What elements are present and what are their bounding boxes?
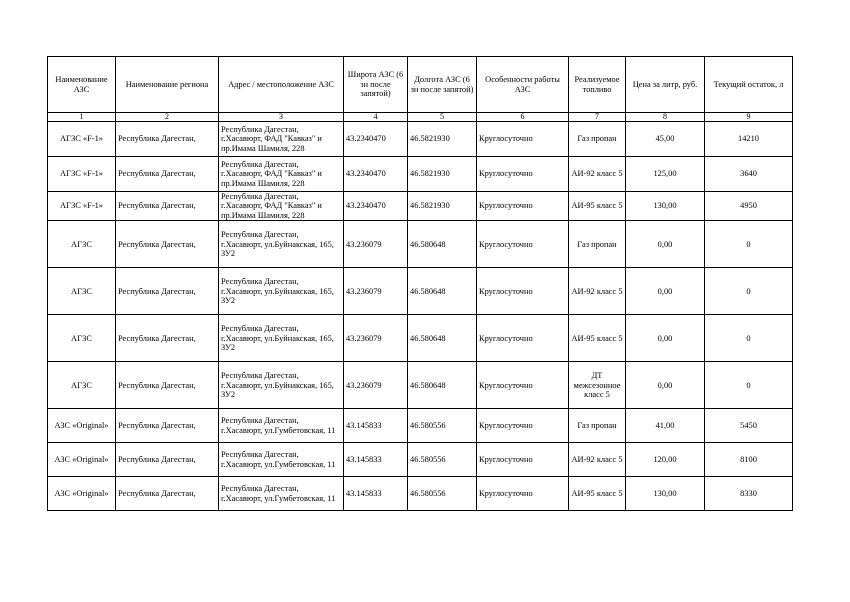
header-region: Наименование региона bbox=[116, 57, 219, 113]
cell-price: 0,00 bbox=[626, 221, 705, 268]
cell-longitude: 46.5821930 bbox=[408, 192, 477, 221]
cell-address: Республика Дагестан, г.Хасавюрт, ул.Гумбетовская, 11 bbox=[219, 409, 344, 443]
cell-work-mode: Круглосуточно bbox=[477, 157, 569, 192]
cell-latitude: 43.145833 bbox=[344, 409, 408, 443]
cell-stock: 4950 bbox=[705, 192, 793, 221]
cell-longitude: 46.5821930 bbox=[408, 122, 477, 157]
cell-latitude: 43.2340470 bbox=[344, 122, 408, 157]
cell-station-name: АГЗС «F-1» bbox=[48, 157, 116, 192]
table-row bbox=[48, 268, 793, 315]
header-work-mode: Особенности работы АЗС bbox=[477, 57, 569, 113]
cell-work-mode: Круглосуточно bbox=[477, 192, 569, 221]
cell-work-mode: Круглосуточно bbox=[477, 268, 569, 315]
cell-region: Республика Дагестан, bbox=[116, 221, 219, 268]
cell-longitude: 46.580556 bbox=[408, 477, 477, 511]
cell-station-name: АЗС «Original» bbox=[48, 443, 116, 477]
cell-address: Республика Дагестан, г.Хасавюрт, ФАД "Кавказ" и пр.Имама Шамиля, 228 bbox=[219, 122, 344, 157]
header-price: Цена за литр, руб. bbox=[626, 57, 705, 113]
cell-address: Республика Дагестан, г.Хасавюрт, ул.Гумбетовская, 11 bbox=[219, 443, 344, 477]
cell-work-mode: Круглосуточно bbox=[477, 315, 569, 362]
cell-price: 130,00 bbox=[626, 192, 705, 221]
cell-fuel: АИ-95 класс 5 bbox=[569, 192, 626, 221]
table-row bbox=[48, 362, 793, 409]
cell-stock: 0 bbox=[705, 362, 793, 409]
cell-stock: 0 bbox=[705, 268, 793, 315]
cell-latitude: 43.2340470 bbox=[344, 192, 408, 221]
column-number-row bbox=[48, 113, 793, 122]
table-row bbox=[48, 409, 793, 443]
table-row bbox=[48, 122, 793, 157]
cell-region: Республика Дагестан, bbox=[116, 477, 219, 511]
cell-price: 130,00 bbox=[626, 477, 705, 511]
cell-fuel: АИ-95 класс 5 bbox=[569, 315, 626, 362]
table-row bbox=[48, 315, 793, 362]
cell-work-mode: Круглосуточно bbox=[477, 477, 569, 511]
cell-stock: 5450 bbox=[705, 409, 793, 443]
cell-region: Республика Дагестан, bbox=[116, 362, 219, 409]
cell-latitude: 43.2340470 bbox=[344, 157, 408, 192]
cell-station-name: АГЗС bbox=[48, 268, 116, 315]
cell-latitude: 43.236079 bbox=[344, 315, 408, 362]
cell-region: Республика Дагестан, bbox=[116, 122, 219, 157]
gas-station-table bbox=[47, 56, 793, 511]
header-longitude: Долгота АЗС (6 зн после запятой) bbox=[408, 57, 477, 113]
cell-price: 125,00 bbox=[626, 157, 705, 192]
cell-region: Республика Дагестан, bbox=[116, 443, 219, 477]
column-number: 3 bbox=[219, 113, 344, 122]
cell-longitude: 46.580648 bbox=[408, 268, 477, 315]
column-number: 1 bbox=[48, 113, 116, 122]
cell-latitude: 43.236079 bbox=[344, 268, 408, 315]
table-row bbox=[48, 157, 793, 192]
cell-fuel: АИ-92 класс 5 bbox=[569, 443, 626, 477]
cell-station-name: АГЗС «F-1» bbox=[48, 122, 116, 157]
cell-longitude: 46.580648 bbox=[408, 362, 477, 409]
cell-latitude: 43.236079 bbox=[344, 221, 408, 268]
cell-latitude: 43.145833 bbox=[344, 443, 408, 477]
cell-region: Республика Дагестан, bbox=[116, 409, 219, 443]
cell-work-mode: Круглосуточно bbox=[477, 409, 569, 443]
table-row bbox=[48, 443, 793, 477]
header-fuel: Реализуемое топливо bbox=[569, 57, 626, 113]
cell-fuel: ДТ межсезонное класс 5 bbox=[569, 362, 626, 409]
cell-address: Республика Дагестан, г.Хасавюрт, ул.Буйнакская, 165, ЗУ2 bbox=[219, 221, 344, 268]
cell-price: 120,00 bbox=[626, 443, 705, 477]
cell-longitude: 46.580648 bbox=[408, 221, 477, 268]
cell-work-mode: Круглосуточно bbox=[477, 362, 569, 409]
cell-stock: 8100 bbox=[705, 443, 793, 477]
cell-address: Республика Дагестан, г.Хасавюрт, ул.Гумбетовская, 11 bbox=[219, 477, 344, 511]
cell-price: 41,00 bbox=[626, 409, 705, 443]
cell-region: Республика Дагестан, bbox=[116, 268, 219, 315]
cell-stock: 0 bbox=[705, 221, 793, 268]
cell-address: Республика Дагестан, г.Хасавюрт, ул.Буйнакская, 165, ЗУ2 bbox=[219, 362, 344, 409]
cell-stock: 3640 bbox=[705, 157, 793, 192]
cell-longitude: 46.580556 bbox=[408, 409, 477, 443]
cell-latitude: 43.145833 bbox=[344, 477, 408, 511]
cell-address: Республика Дагестан, г.Хасавюрт, ФАД "Кавказ" и пр.Имама Шамиля, 228 bbox=[219, 192, 344, 221]
cell-fuel: Газ пропан bbox=[569, 221, 626, 268]
cell-fuel: Газ пропан bbox=[569, 122, 626, 157]
header-address: Адрес / местоположение АЗС bbox=[219, 57, 344, 113]
column-number: 2 bbox=[116, 113, 219, 122]
column-number: 4 bbox=[344, 113, 408, 122]
cell-address: Республика Дагестан, г.Хасавюрт, ул.Буйнакская, 165, ЗУ2 bbox=[219, 315, 344, 362]
column-number: 7 bbox=[569, 113, 626, 122]
cell-address: Республика Дагестан, г.Хасавюрт, ФАД "Кавказ" и пр.Имама Шамиля, 228 bbox=[219, 157, 344, 192]
cell-fuel: АИ-95 класс 5 bbox=[569, 477, 626, 511]
cell-address: Республика Дагестан, г.Хасавюрт, ул.Буйнакская, 165, ЗУ2 bbox=[219, 268, 344, 315]
cell-station-name: АЗС «Original» bbox=[48, 477, 116, 511]
column-number: 5 bbox=[408, 113, 477, 122]
cell-stock: 14210 bbox=[705, 122, 793, 157]
header-stock: Текущий остаток, л bbox=[705, 57, 793, 113]
table-row bbox=[48, 477, 793, 511]
header-row bbox=[48, 57, 793, 113]
cell-latitude: 43.236079 bbox=[344, 362, 408, 409]
cell-region: Республика Дагестан, bbox=[116, 315, 219, 362]
cell-longitude: 46.580556 bbox=[408, 443, 477, 477]
cell-price: 0,00 bbox=[626, 362, 705, 409]
cell-work-mode: Круглосуточно bbox=[477, 122, 569, 157]
header-latitude: Широта АЗС (6 зн после запятой) bbox=[344, 57, 408, 113]
table-row bbox=[48, 192, 793, 221]
cell-region: Республика Дагестан, bbox=[116, 157, 219, 192]
cell-price: 0,00 bbox=[626, 315, 705, 362]
cell-station-name: АГЗС «F-1» bbox=[48, 192, 116, 221]
column-number: 6 bbox=[477, 113, 569, 122]
cell-station-name: АГЗС bbox=[48, 315, 116, 362]
column-number: 9 bbox=[705, 113, 793, 122]
cell-price: 0,00 bbox=[626, 268, 705, 315]
cell-fuel: Газ пропан bbox=[569, 409, 626, 443]
cell-longitude: 46.5821930 bbox=[408, 157, 477, 192]
cell-price: 45,00 bbox=[626, 122, 705, 157]
table-row bbox=[48, 221, 793, 268]
cell-station-name: АГЗС bbox=[48, 362, 116, 409]
column-number: 8 bbox=[626, 113, 705, 122]
cell-longitude: 46.580648 bbox=[408, 315, 477, 362]
cell-stock: 0 bbox=[705, 315, 793, 362]
header-station-name: Наименование АЗС bbox=[48, 57, 116, 113]
cell-region: Республика Дагестан, bbox=[116, 192, 219, 221]
cell-stock: 8330 bbox=[705, 477, 793, 511]
cell-station-name: АГЗС bbox=[48, 221, 116, 268]
cell-work-mode: Круглосуточно bbox=[477, 221, 569, 268]
cell-station-name: АЗС «Original» bbox=[48, 409, 116, 443]
cell-fuel: АИ-92 класс 5 bbox=[569, 268, 626, 315]
cell-work-mode: Круглосуточно bbox=[477, 443, 569, 477]
cell-fuel: АИ-92 класс 5 bbox=[569, 157, 626, 192]
